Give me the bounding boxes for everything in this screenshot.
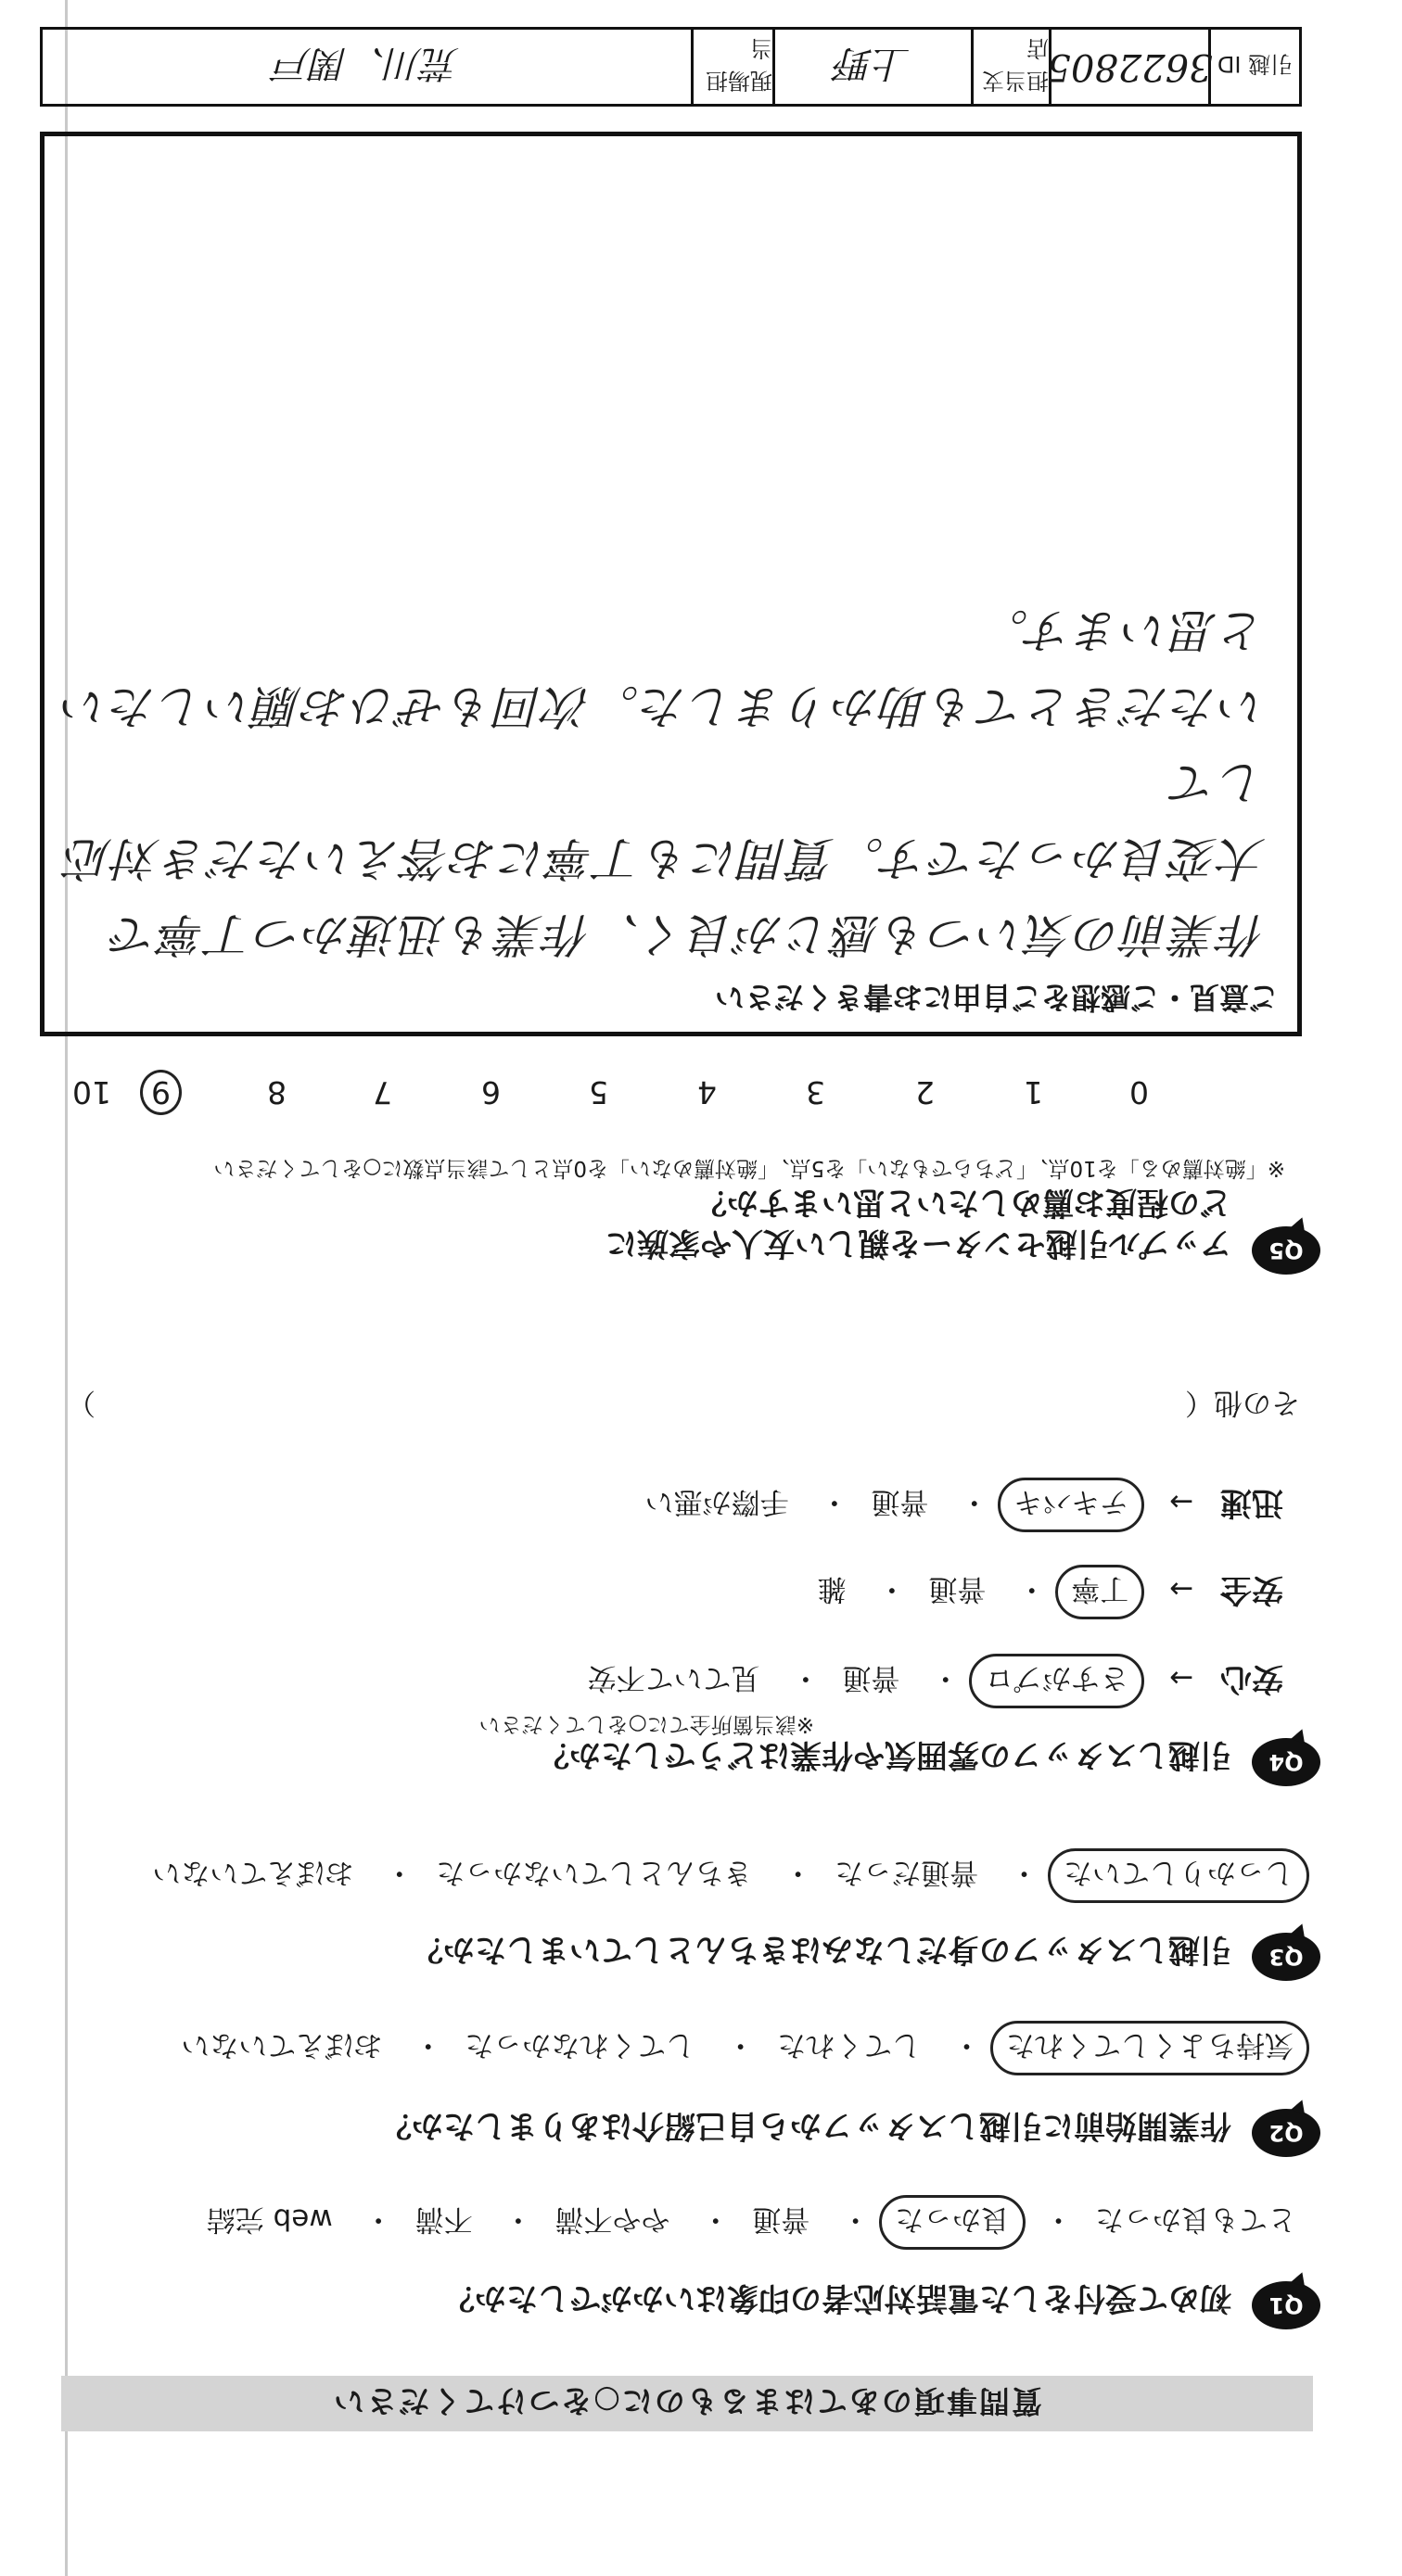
comment-line: 作業前の気いつも感じが良く、作業も迅速かつ丁寧で [109,907,1266,961]
q4-row-anshin: 安心 → さすがプロ・ 普通・ 見ていて不安 [575,1654,1283,1708]
q3-badge: Q3 [1252,1933,1320,1981]
q1-badge: Q1 [1252,2281,1320,2329]
staff-value[interactable]: 荒川、関戸 [274,42,460,85]
comment-line: いただきとても助かりました。次回もぜひお願いしたい [60,679,1266,733]
q1-option[interactable]: やや不満 [554,2202,670,2236]
q4-option[interactable]: 見ていて不安 [587,1661,760,1694]
scale-item[interactable]: 7 [373,1074,392,1110]
q5-text-line2: どの程度お薦めしたいと思いますか？ [695,1184,1231,1221]
q2-text: 作業開始前に引越しスタッフから自己紹介はありましたか？ [380,2107,1231,2144]
branch-label: 担当支店 [971,30,1049,104]
branch-value[interactable]: 上野 [772,30,971,104]
q4-option[interactable]: 雑 [817,1572,847,1605]
arrow-icon: → [1169,1661,1194,1694]
q2-option[interactable]: してくれなかった [465,2028,695,2062]
scale-item[interactable]: 0 [1129,1074,1149,1110]
q2-option[interactable]: おぼえていない [181,2028,383,2062]
comment-line: と思います。 [980,603,1266,657]
comment-line: 大変良かったです。質問にも丁寧にお答えいただき対応して [64,755,1266,885]
comment-label: ご意見・ご感想をご自由にお書きください [714,980,1279,1015]
q4-option-selected[interactable]: テキパキ [998,1478,1144,1532]
q3-options: しっかりしていた・ 普通だった・ きちんとしていなかった・ おぼえていない [139,1848,1309,1903]
q1-option-selected[interactable]: 良かった [879,2195,1026,2250]
q5-text-line1: アップル引越センターを親しい友人や家族に [605,1225,1231,1262]
q4-option[interactable]: 普通 [871,1485,929,1518]
id-label: 引越 ID [1208,30,1299,104]
q5-scale [0,1064,1402,1110]
scale-item[interactable]: 4 [697,1074,717,1110]
q4-row-label: 迅速 [1220,1484,1283,1521]
q4-other [67,1385,1300,1427]
arrow-icon: → [1169,1572,1194,1605]
scale-item[interactable]: 1 [1024,1074,1043,1110]
q4-other-label: その他（ [1185,1386,1300,1419]
q1-option[interactable]: とても良かった [1095,2202,1296,2236]
staff-label: 現場担当 [691,30,772,104]
scale-item[interactable]: 3 [806,1074,825,1110]
q1-option[interactable]: 不満 [414,2202,473,2236]
scale-item[interactable]: 6 [481,1074,501,1110]
q5-badge: Q5 [1252,1226,1320,1275]
q4-option-selected[interactable]: 丁寧 [1055,1565,1144,1619]
scale-item[interactable]: 5 [589,1074,608,1110]
q4-row-anzen: 安全 → 丁寧・ 普通・ 雑 [805,1565,1283,1619]
q3-option[interactable]: きちんとしていなかった [436,1856,753,1889]
scale-item[interactable]: 2 [915,1074,935,1110]
q2-option[interactable]: してくれた [777,2028,922,2062]
q2-options: 気持ちよくしてくれた・ してくれた・ してくれなかった・ おぼえていない [168,2021,1309,2075]
handwritten-comment [45,592,1266,972]
q3-option-selected[interactable]: しっかりしていた [1048,1848,1309,1903]
q1-options: とても良かった・ 良かった・ 普通・ やや不満・ 不満・ web 完結 [194,2195,1309,2250]
q4-note: ※該当箇所全てに○をしてください [478,1712,814,1736]
q4-row-label: 安心 [1220,1660,1283,1697]
q4-option[interactable]: 手際が悪い [644,1485,789,1518]
scale-item-selected[interactable]: 9 [140,1074,182,1110]
q2-option-selected[interactable]: 気持ちよくしてくれた [990,2021,1309,2075]
q4-badge: Q4 [1252,1738,1320,1786]
q4-row-jinsoku: 迅速 → テキパキ・ 普通・ 手際が悪い [632,1478,1283,1532]
q4-other-close: ） [67,1386,96,1419]
q4-text: 引越しスタッフの雰囲気や作業はどうでしたか？ [538,1736,1231,1773]
id-value[interactable]: 3622805 [1049,30,1208,104]
q1-option[interactable]: 普通 [752,2202,810,2236]
q5-note: ※「絶対薦める」を10点、「どちらでもない」を5点、「絶対薦めない」を0点として該当点数に○をしてください [213,1156,1285,1180]
q4-option-selected[interactable]: さすがプロ [969,1654,1144,1708]
q3-option[interactable]: 普通だった [835,1856,979,1889]
instructions-banner: 質問事項のあてはまるものに○をつけてください [61,2376,1313,2431]
staff-info-row [40,27,1302,107]
q2-badge: Q2 [1252,2109,1320,2157]
q1-text: 初めて受付をした電話対応者の印象はいかがでしたか？ [443,2279,1231,2316]
arrow-icon: → [1169,1485,1194,1518]
q4-option[interactable]: 普通 [928,1572,987,1605]
scale-item[interactable]: 8 [267,1074,287,1110]
q3-text: 引越しスタッフの身だしなみはきちんとしていましたか？ [412,1931,1231,1968]
scale-item[interactable]: 10 [72,1074,111,1110]
q1-option[interactable]: web 完結 [206,2202,333,2236]
comment-box[interactable] [40,132,1302,1036]
q4-row-label: 安全 [1220,1571,1283,1608]
q3-option[interactable]: おぼえていない [152,1856,354,1889]
q4-option[interactable]: 普通 [842,1661,900,1694]
